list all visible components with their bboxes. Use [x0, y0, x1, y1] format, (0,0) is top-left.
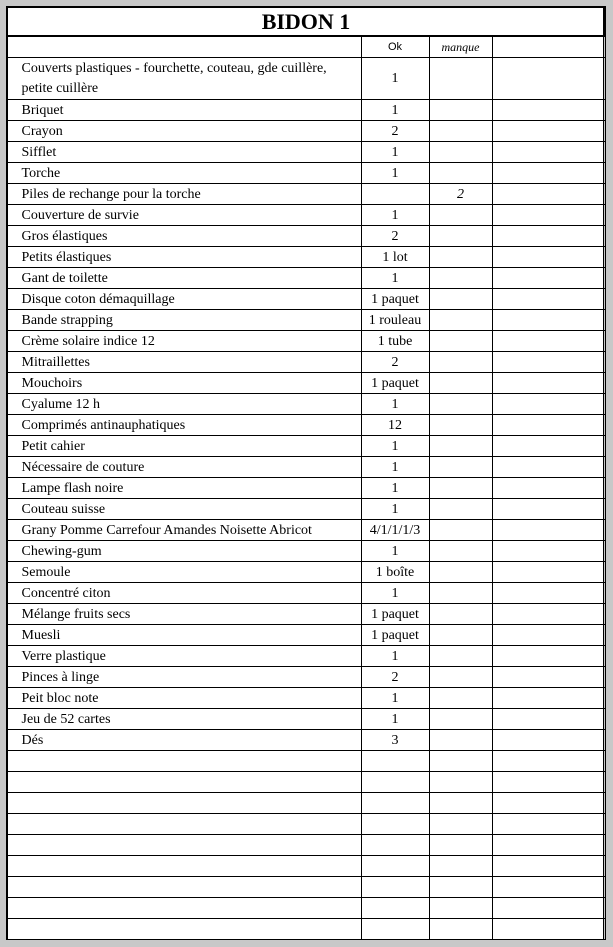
item-ok: 1 paquet [361, 373, 429, 394]
item-manque [429, 751, 492, 772]
table-row [7, 205, 605, 226]
item-manque [429, 415, 492, 436]
table-row [7, 415, 605, 436]
item-manque [429, 772, 492, 793]
item-ok: 1 [361, 394, 429, 415]
item-extra [492, 814, 605, 835]
item-extra [492, 541, 605, 562]
item-ok: 1 [361, 58, 429, 100]
item-extra [492, 583, 605, 604]
item-ok: 1 [361, 688, 429, 709]
item-extra [492, 247, 605, 268]
item-manque [429, 394, 492, 415]
item-ok: 2 [361, 121, 429, 142]
item-ok [361, 751, 429, 772]
item-ok [361, 898, 429, 919]
item-extra [492, 205, 605, 226]
item-name: Petit cahier [7, 436, 361, 457]
item-name: Concentré citon [7, 583, 361, 604]
item-name: Mélange fruits secs [7, 604, 361, 625]
item-manque [429, 436, 492, 457]
table-row [7, 835, 605, 856]
header-item [7, 36, 361, 58]
item-ok: 1 paquet [361, 625, 429, 646]
page-title: BIDON 1 [7, 7, 605, 36]
item-ok: 1 [361, 457, 429, 478]
item-name [7, 751, 361, 772]
checklist-sheet [6, 6, 604, 940]
item-ok [361, 919, 429, 940]
item-ok: 1 [361, 709, 429, 730]
item-manque [429, 226, 492, 247]
item-extra [492, 457, 605, 478]
item-extra [492, 898, 605, 919]
item-extra [492, 625, 605, 646]
item-manque [429, 268, 492, 289]
table-row [7, 457, 605, 478]
item-manque [429, 541, 492, 562]
table-row [7, 898, 605, 919]
table-row [7, 226, 605, 247]
item-name: Couverture de survie [7, 205, 361, 226]
table-row [7, 541, 605, 562]
table-row [7, 121, 605, 142]
table-row [7, 247, 605, 268]
item-name: Torche [7, 163, 361, 184]
item-ok: 1 [361, 142, 429, 163]
item-manque [429, 121, 492, 142]
table-row [7, 289, 605, 310]
item-manque [429, 247, 492, 268]
item-name: Crème solaire indice 12 [7, 331, 361, 352]
item-extra [492, 730, 605, 751]
item-extra [492, 499, 605, 520]
item-manque [429, 100, 492, 121]
item-name [7, 772, 361, 793]
item-manque [429, 667, 492, 688]
item-extra [492, 289, 605, 310]
table-row [7, 163, 605, 184]
item-manque [429, 835, 492, 856]
table-row [7, 520, 605, 541]
item-extra [492, 331, 605, 352]
item-manque [429, 919, 492, 940]
item-extra [492, 877, 605, 898]
item-name [7, 835, 361, 856]
header-manque: manque [429, 36, 492, 58]
table-row [7, 625, 605, 646]
item-manque [429, 604, 492, 625]
item-ok: 1 paquet [361, 289, 429, 310]
item-name [7, 898, 361, 919]
item-ok: 1 [361, 499, 429, 520]
item-name: Chewing-gum [7, 541, 361, 562]
item-extra [492, 709, 605, 730]
item-extra [492, 226, 605, 247]
item-ok: 1 lot [361, 247, 429, 268]
item-manque [429, 730, 492, 751]
table-row [7, 436, 605, 457]
item-extra [492, 688, 605, 709]
item-ok [361, 835, 429, 856]
table-row [7, 184, 605, 205]
item-name: Mouchoirs [7, 373, 361, 394]
item-ok: 1 [361, 436, 429, 457]
item-extra [492, 394, 605, 415]
item-manque [429, 163, 492, 184]
item-extra [492, 268, 605, 289]
item-extra [492, 436, 605, 457]
item-extra [492, 142, 605, 163]
item-extra [492, 604, 605, 625]
item-ok: 1 [361, 100, 429, 121]
table-row [7, 58, 605, 100]
table-row [7, 100, 605, 121]
item-ok: 1 boîte [361, 562, 429, 583]
table-row [7, 814, 605, 835]
item-extra [492, 646, 605, 667]
item-ok: 12 [361, 415, 429, 436]
item-name: Gant de toilette [7, 268, 361, 289]
item-extra [492, 100, 605, 121]
item-name: Jeu de 52 cartes [7, 709, 361, 730]
item-ok [361, 877, 429, 898]
item-manque [429, 562, 492, 583]
table-row [7, 667, 605, 688]
item-extra [492, 856, 605, 877]
item-name: Nécessaire de couture [7, 457, 361, 478]
item-ok: 1 [361, 478, 429, 499]
item-extra [492, 310, 605, 331]
table-row [7, 352, 605, 373]
item-name: Briquet [7, 100, 361, 121]
item-name: Couteau suisse [7, 499, 361, 520]
item-extra [492, 919, 605, 940]
item-ok: 1 paquet [361, 604, 429, 625]
item-manque [429, 457, 492, 478]
item-manque [429, 688, 492, 709]
item-name: Petits élastiques [7, 247, 361, 268]
table-row [7, 604, 605, 625]
item-manque [429, 814, 492, 835]
item-ok: 4/1/1/1/3 [361, 520, 429, 541]
item-ok: 1 [361, 541, 429, 562]
item-manque [429, 583, 492, 604]
item-name [7, 856, 361, 877]
item-ok: 1 [361, 583, 429, 604]
item-manque [429, 205, 492, 226]
item-extra [492, 520, 605, 541]
item-ok: 1 tube [361, 331, 429, 352]
header-extra [492, 36, 605, 58]
item-manque [429, 142, 492, 163]
table-row [7, 478, 605, 499]
table-row [7, 793, 605, 814]
item-manque [429, 625, 492, 646]
item-name: Mitraillettes [7, 352, 361, 373]
item-name: Crayon [7, 121, 361, 142]
item-manque [429, 793, 492, 814]
table-row [7, 856, 605, 877]
item-name: Peit bloc note [7, 688, 361, 709]
title-row [7, 7, 605, 36]
item-extra [492, 352, 605, 373]
item-ok [361, 856, 429, 877]
checklist-table [6, 6, 606, 940]
table-row [7, 331, 605, 352]
table-row [7, 310, 605, 331]
table-row [7, 919, 605, 940]
item-extra [492, 373, 605, 394]
item-ok: 1 [361, 205, 429, 226]
item-ok: 2 [361, 226, 429, 247]
item-ok [361, 814, 429, 835]
item-ok: 2 [361, 352, 429, 373]
item-extra [492, 121, 605, 142]
item-name: Verre plastique [7, 646, 361, 667]
item-ok: 2 [361, 667, 429, 688]
item-name [7, 919, 361, 940]
item-name: Dés [7, 730, 361, 751]
item-ok [361, 793, 429, 814]
item-name: Sifflet [7, 142, 361, 163]
table-row [7, 394, 605, 415]
table-row [7, 583, 605, 604]
table-row [7, 751, 605, 772]
item-extra [492, 835, 605, 856]
item-name: Comprimés antinauphatiques [7, 415, 361, 436]
item-ok [361, 184, 429, 205]
item-name: Semoule [7, 562, 361, 583]
item-name [7, 814, 361, 835]
item-ok: 1 [361, 163, 429, 184]
table-row [7, 142, 605, 163]
item-name: Cyalume 12 h [7, 394, 361, 415]
item-extra [492, 562, 605, 583]
item-manque [429, 310, 492, 331]
item-name: Muesli [7, 625, 361, 646]
table-row [7, 562, 605, 583]
item-manque [429, 646, 492, 667]
header-ok: Ok [361, 36, 429, 58]
item-manque [429, 520, 492, 541]
item-ok: 3 [361, 730, 429, 751]
item-extra [492, 772, 605, 793]
item-manque [429, 331, 492, 352]
item-manque [429, 499, 492, 520]
table-row [7, 499, 605, 520]
item-name [7, 877, 361, 898]
item-manque [429, 856, 492, 877]
item-extra [492, 751, 605, 772]
item-manque [429, 352, 492, 373]
table-row [7, 730, 605, 751]
item-name: Lampe flash noire [7, 478, 361, 499]
item-name: Bande strapping [7, 310, 361, 331]
item-manque [429, 478, 492, 499]
item-extra [492, 163, 605, 184]
item-manque: 2 [429, 184, 492, 205]
item-manque [429, 898, 492, 919]
item-manque [429, 58, 492, 100]
table-row [7, 373, 605, 394]
item-ok: 1 rouleau [361, 310, 429, 331]
header-row [7, 36, 605, 58]
table-row [7, 877, 605, 898]
item-name: Grany Pomme Carrefour Amandes Noisette Abricot [7, 520, 361, 541]
item-ok [361, 772, 429, 793]
item-manque [429, 289, 492, 310]
table-row [7, 646, 605, 667]
table-row [7, 268, 605, 289]
item-ok: 1 [361, 268, 429, 289]
table-row [7, 709, 605, 730]
item-manque [429, 373, 492, 394]
table-row [7, 772, 605, 793]
item-ok: 1 [361, 646, 429, 667]
item-name: Disque coton démaquillage [7, 289, 361, 310]
item-extra [492, 415, 605, 436]
table-row [7, 688, 605, 709]
item-name: Gros élastiques [7, 226, 361, 247]
item-name: Piles de rechange pour la torche [7, 184, 361, 205]
item-extra [492, 58, 605, 100]
item-name [7, 793, 361, 814]
item-extra [492, 793, 605, 814]
item-manque [429, 709, 492, 730]
item-name: Pinces à linge [7, 667, 361, 688]
item-extra [492, 478, 605, 499]
item-name: Couverts plastiques - fourchette, couteau, gde cuillère, petite cuillère [7, 58, 361, 100]
item-manque [429, 877, 492, 898]
item-extra [492, 184, 605, 205]
item-extra [492, 667, 605, 688]
